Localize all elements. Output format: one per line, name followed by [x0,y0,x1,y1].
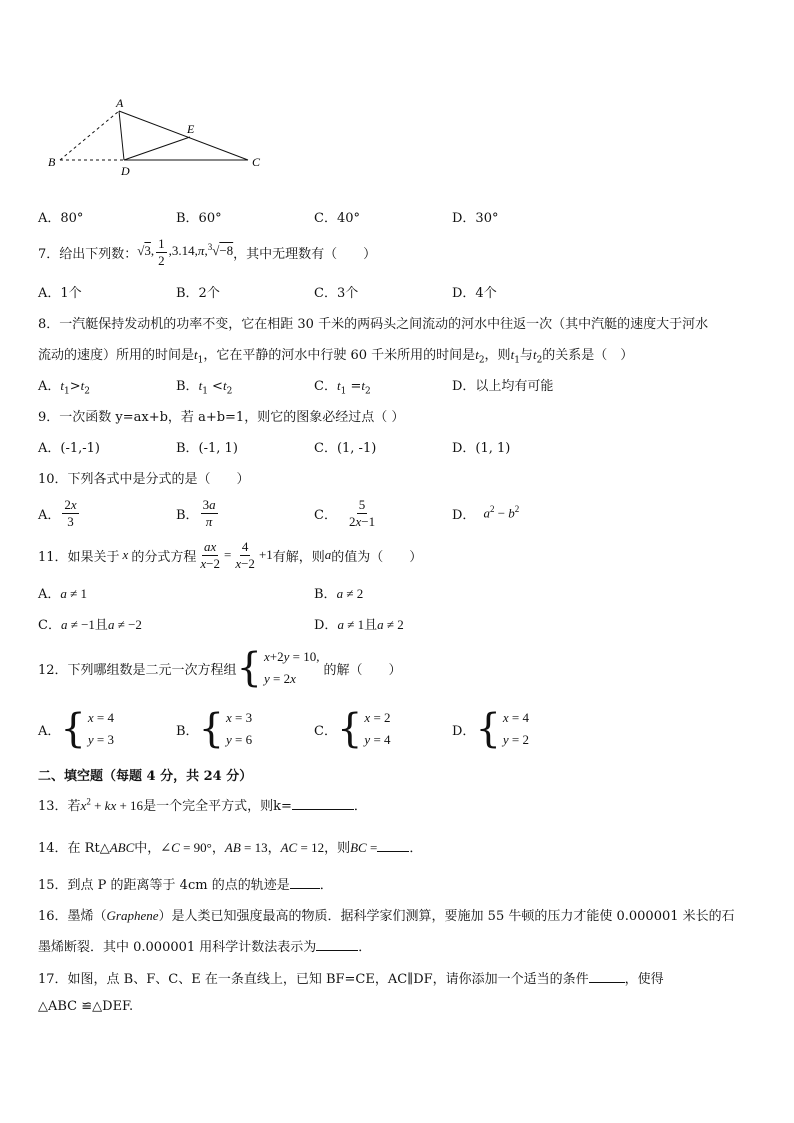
q11-option-a: A．a ≠ 1 [38,586,88,602]
q7-option-d: D．4个 [452,286,497,301]
q16-line1-part-c: ）是人类已知强度最高的物质．据科学家们测算，要施加 55 牛顿的压力才能使 0.000001 米长的石 [158,909,735,924]
q12-option-b: B． { x = 3 y = 6 [176,706,253,752]
q12-stem [38,645,402,691]
q8-line2-part-d: 与 [519,348,533,363]
segment-ba-dashed [60,111,119,160]
q7-option-c: C．3个 [314,286,359,301]
q8-option-a: A．$t_1>t_2$ [38,378,91,397]
q8-line2-part-b: ，它在平静的河水中行驶 60 千米所用的时间是 [203,348,476,363]
q14-answer-blank[interactable] [377,839,409,852]
q11-stem-part-b: 的分式方程 [131,549,197,565]
q10-option-a: A． $\frac{2x}{3}$ [38,496,77,529]
q14: 14．在 Rt△ABC中，∠C = 90°，AB = 13，AC = 12，则BC = ． [38,840,423,856]
q8-option-b-label: B． [176,379,199,394]
q11-option-c: C．a ≠ −1且a ≠ −2 [38,617,142,633]
q10-option-c: C． $\frac{5}{2x-1}$ [314,496,376,529]
q8-option-d: D．以上均有可能 [452,379,554,394]
q12-option-b-label: B． [176,723,199,739]
q12-option-d: D． { x = 4 y = 2 [452,706,530,752]
q11-option-d-and: 且 [364,618,378,633]
q14-part-d: ． [409,841,423,856]
q17-line1-part-b: ，使得 [624,972,664,987]
q16-answer-blank[interactable] [316,938,358,951]
q11-option-c-and: 且 [94,618,108,633]
q10-option-c-label: C． [314,507,337,523]
q7-stem-suffix: ，其中无理数有（ ） [233,246,377,262]
q15-answer-blank[interactable] [290,876,320,889]
q16-graphene: Graphene [106,908,159,923]
q10-option-b: B． $\frac{3a}{\pi}$ [176,496,216,529]
q12-option-a: A． { x = 4 y = 3 [38,706,114,752]
q16-line1-part-a: 16．墨烯（ [38,909,107,924]
q10-stem: 10．下列各式中是分式的是（ ） [38,472,250,487]
q17-line1 [38,968,664,987]
q10-option-d: D． $a^2 - b^2$ [452,504,520,523]
q14-part-a: 14．在 Rt [38,841,100,856]
q8-line2: 流动的速度）所用的时间是$t_1$，它在平静的河水中行驶 60 千米所用的时间是$t_2$，则$t_1$与$t_2$的关系是（ ） [38,347,634,366]
q16-line2-part-a: 墨烯断裂．其中 0.000001 用科学计数法表示为 [38,940,317,955]
q10-option-b-label: B． [176,507,199,523]
q11-stem-part-d: 的值为（ ） [331,549,423,565]
q10-option-a-label: A． [38,507,61,523]
q11-option-d: D．a ≠ 1且a ≠ 2 [314,617,404,633]
q6-option-d: D．30° [452,211,499,226]
q7-option-b: B．2个 [176,286,220,301]
q15-text: 15．到点 P 的距离等于 4cm 的点的轨迹是 [38,878,290,893]
q8-line1: 8．一汽艇保持发动机的功率不变，它在相距 30 千米的两码头之间流动的河水中往返一次（其中汽艇的速度大于河水 [38,317,709,332]
q6-option-b: B．60° [176,211,222,226]
q9-option-b: B．(-1, 1) [176,441,238,456]
q12-stem-part-a: 12．下列哪组数是二元一次方程组 [38,662,237,678]
q8-option-b: B．$t_1 <t_2$ [176,378,233,397]
q11-option-d-label: D． [314,618,338,633]
q16-line2 [38,936,371,955]
q7-stem-prefix: 7．给出下列数： [38,246,138,262]
q11-equation: $\frac{ax}{x-2}$ = $\frac{4}{x-2}$ +1 [200,538,273,571]
label-a: A [116,96,124,110]
q11-stem-part-a: 11．如果关于 [38,549,120,565]
label-e: E [187,122,195,136]
q12-option-a-label: A． [38,723,61,739]
q17-answer-blank[interactable] [589,970,625,983]
q12-equation-system: { x+2y = 10, y = 2x [236,645,320,691]
q12-option-d-label: D． [452,723,476,739]
q8-line2-part-a: 流动的速度）所用的时间是 [38,348,195,363]
q8-option-c: C．$t_1 =t_2$ [314,378,371,397]
q13-answer-blank[interactable] [292,797,354,810]
label-d: D [121,164,130,178]
q9-option-a: A．(-1,-1) [38,441,100,456]
q10-option-d-label: D． [452,507,476,523]
q15 [38,874,333,893]
q6-option-a: A．80° [38,211,84,226]
q11-option-a-label: A． [38,587,61,602]
q13-part-b: 是一个完全平方式，则k= [143,799,292,814]
q15-end: ． [319,878,333,893]
q14-part-b: 中， [134,841,161,856]
q12-option-c: C． { x = 2 y = 4 [314,706,391,752]
q7-number-list: √3, $\frac{1}{2}$ ,3.14,π,$^3$√−8 [137,235,234,268]
q14-part-c: ，则 [324,841,351,856]
q11-option-b: B．a ≠ 2 [314,586,364,602]
q6-option-c: C．40° [314,211,360,226]
q11-option-c-label: C． [38,618,61,633]
q8-option-c-label: C． [314,379,337,394]
q8-option-a-label: A． [38,379,61,394]
q16-line1 [38,905,735,924]
q13-part-a: 13．若 [38,799,81,814]
label-c: C [252,155,261,169]
q9-stem: 9．一次函数 y=ax+b，若 a+b=1，则它的图象必经过点（ ） [38,410,405,425]
segment-de [124,137,190,160]
q8-line2-part-c: ，则 [484,348,511,363]
q9-option-d: D．(1, 1) [452,441,511,456]
section-2-title: 二、填空题（每题 4 分，共 24 分） [38,769,253,784]
q13-part-c: ． [353,799,367,814]
q11-option-b-label: B． [314,587,337,602]
q17-line2: △ABC ≌△DEF. [38,999,134,1014]
triangle-figure [40,92,280,182]
q7-stem [38,234,376,270]
q16-line2-part-b: ． [358,940,372,955]
q12-option-c-label: C． [314,723,337,739]
segment-ad [119,111,124,160]
q13: 13．若$x^2$ + kx + 16是一个完全平方式，则k= ． [38,796,367,814]
q17-line1-part-a: 17．如图，点 B、F、C、E 在一条直线上，已知 BF=CE，AC∥DF，请你添加一个适当的条件 [38,972,589,987]
q7-option-a: A．1个 [38,286,82,301]
label-b: B [48,155,56,169]
segment-ac [119,111,248,160]
q11-stem-part-c: 有解，则 [272,549,325,565]
q11-stem: 11．如果关于 x 的分式方程 $\frac{ax}{x-2}$ = $\frac{4}{x-2}$ +1 有解，则 a 的值为（ ） [38,538,423,571]
q9-option-c: C．(1, -1) [314,441,377,456]
q8-line2-part-e: 的关系是（ ） [542,348,634,363]
q12-stem-part-b: 的解（ ） [323,662,402,678]
